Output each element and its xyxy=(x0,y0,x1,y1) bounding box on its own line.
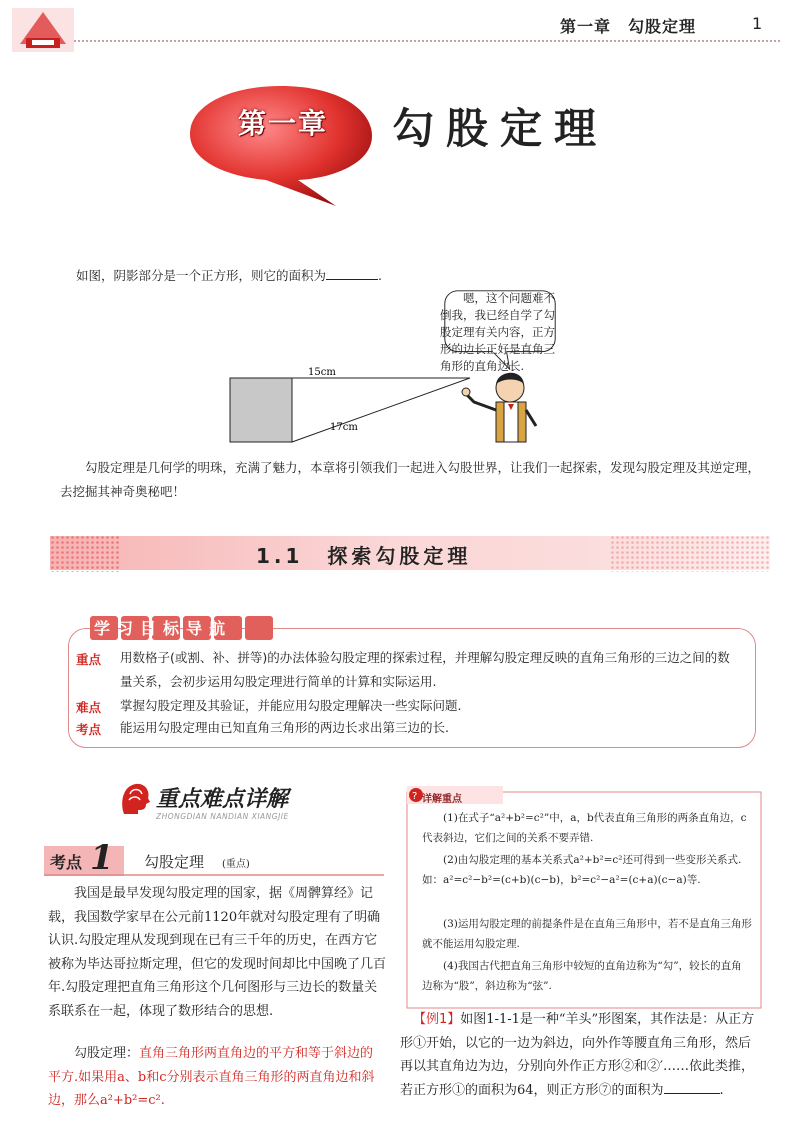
section-title: 1.1 探索勾股定理 xyxy=(256,544,472,568)
detail-item: (3)运用勾股定理的前提条件是在直角三角形中，若不是直角三角形就不能运用勾股定理. xyxy=(422,918,752,950)
key-points-title: 重点难点详解 xyxy=(156,787,289,812)
example-text: 如图1-1-1是一种“羊头”形图案，其作法是：从正方形①开始，以它的一边为斜边，向外作等腰直角三角形，然后再以其直角边为边，分别向外作正方形②和②′……依此类推，若正方形①的面积为64，则正方形⑦的面积为 xyxy=(400,1012,755,1098)
detail-item: (2)由勾股定理的基本关系式a²+b²=c²还可得到一些变形关系式.如：a²=c²−b²=(c+b)(c−b)，b²=c²−a²=(c+a)(c−a)等. xyxy=(422,854,742,886)
history-paragraph: 我国是最早发现勾股定理的国家，据《周髀算经》记载，我国数学家早在公元前1120年就对勾股定理有了明确认识.勾股定理从发现到现在已有三千年的历史，在西方它被称为毕达哥拉斯定理，但它的发现时间却比中国晚了几百年.勾股定理把直角三角形这个几何图形与三边长的数量关系联系在一起，体现了数形结合的思想. xyxy=(48,886,387,1019)
page-number: 1 xyxy=(752,14,763,33)
theorem-label: 勾股定理： xyxy=(74,1046,140,1061)
objective-text: 掌握勾股定理及其验证，并能应用勾股定理解决一些实际问题. xyxy=(120,698,462,713)
intro-question: 如图，阴影部分是一个正方形，则它的面积为 . xyxy=(76,264,382,288)
detail-item: (4)我国古代把直角三角形中较短的直角边称为“勾”，较长的直角边称为“股”，斜边称为“弦”. xyxy=(422,960,742,992)
objective-key: 重点 xyxy=(76,652,102,667)
theorem-paragraph xyxy=(48,1042,386,1113)
header-divider xyxy=(70,40,780,42)
key-points-pinyin: ZHONGDIAN NANDIAN XIANGJIE xyxy=(156,812,289,821)
chapter-bubble xyxy=(186,80,376,210)
kaodian-label: 考点 xyxy=(50,853,83,872)
svg-text:?: ? xyxy=(412,791,418,802)
objective-key: 考点 xyxy=(76,722,102,737)
example-tag: 【例1】 xyxy=(413,1012,461,1027)
running-head: 第一章 勾股定理 xyxy=(560,17,697,36)
objective-text: 用数格子(或割、补、拼等)的办法体验勾股定理的探索过程，并理解勾股定理反映的直角三角形的三边之间的数量关系，会初步运用勾股定理进行简单的计算和实际运用. xyxy=(120,650,730,689)
square-triangle-figure xyxy=(222,364,472,454)
kaodian-number: 1 xyxy=(90,838,114,878)
example-paragraph: 【例1】如图1-1-1是一种“羊头”形图案，其作法是：从正方形①开始，以它的一边为斜边，向外作等腰直角三角形，然后再以其直角边为边，分别向外作正方形②和②′……依此类推，若正方形①的面积为64，则正方形⑦的面积为 . xyxy=(400,1012,755,1098)
objectives-tab-label: 学习目标导航 xyxy=(94,619,233,638)
objective-key: 难点 xyxy=(76,700,102,715)
intro-paragraph: 勾股定理是几何学的明珠，充满了魅力，本章将引领我们一起进入勾股世界，让我们一起探索，发现勾股定理及其逆定理，去挖掘其神奇奥秘吧！ xyxy=(60,460,761,499)
speech-text: 嗯，这个问题难不倒我，我已经自学了勾股定理有关内容，正方形的边长正好是直角三角形的直角边长. xyxy=(440,291,555,373)
head-profile-icon xyxy=(116,780,152,816)
chapter-label: 第一章 xyxy=(237,107,328,140)
theorem-text: 直角三角形两直角边的平方和等于斜边的平方.如果用a、b和c分别表示直角三角形的两直角边和斜边，那么a²+b²=c². xyxy=(48,1046,375,1108)
answer-blank xyxy=(326,265,378,280)
figure-bottom-label: 17cm xyxy=(330,422,358,433)
chapter-name: 勾股定理 xyxy=(392,104,609,153)
kaodian-name: 勾股定理 xyxy=(144,853,205,871)
objective-text: 能运用勾股定理由已知直角三角形的两边长求出第三边的长. xyxy=(120,720,449,735)
kaodian-sub: (重点) xyxy=(222,859,250,870)
figure-top-label: 15cm xyxy=(308,367,336,378)
detail-item: (1)在式子“a²+b²=c²”中，a，b代表直角三角形的两条直角边，c代表斜边，它们之间的关系不要弄错. xyxy=(422,812,747,844)
example-answer-blank xyxy=(664,1079,720,1094)
detail-tag: 详解重点 xyxy=(422,794,462,805)
boy-illustration-icon xyxy=(456,366,560,448)
book-logo-icon xyxy=(12,8,74,52)
